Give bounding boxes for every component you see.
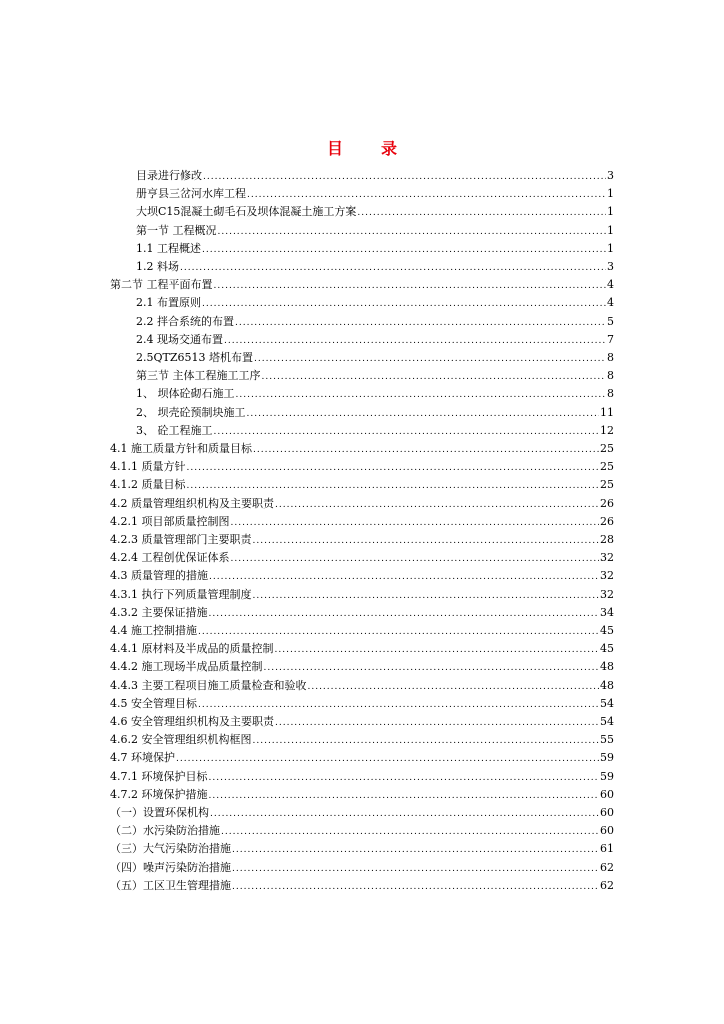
toc-entry-label: 4.2.4 工程创优保证体系 [110, 551, 230, 565]
toc-entry[interactable] [110, 458, 614, 476]
toc-entry-label: （二）水污染防治措施 [110, 824, 220, 838]
toc-entry-label: 4.6 安全管理组织机构及主要职责 [110, 715, 274, 728]
toc-dot-leader [221, 823, 599, 841]
toc-entry-page: 60 [600, 806, 614, 819]
toc-entry-page: 26 [600, 514, 614, 528]
toc-entry-label: 第二节 工程平面布置 [110, 278, 213, 292]
toc-entry-page: 5 [607, 314, 614, 328]
toc-entry-page: 8 [607, 369, 614, 383]
toc-entry[interactable] [110, 640, 614, 658]
toc-entry-label: 4.7.1 环境保护目标 [110, 769, 208, 783]
toc-entry[interactable] [110, 822, 614, 840]
toc-entry[interactable] [110, 276, 614, 294]
toc-entry-page: 1 [607, 187, 614, 201]
toc-entry-page: 8 [607, 387, 614, 401]
toc-entry-label: 4.3.1 执行下列质量管理制度 [110, 587, 252, 601]
toc-entry[interactable] [136, 203, 614, 221]
toc-entry-label: 1.1 工程概述 [136, 241, 201, 255]
toc-entry-page: 8 [607, 351, 614, 364]
toc-entry-page: 25 [600, 460, 614, 474]
toc-dot-leader [176, 750, 599, 768]
toc-entry[interactable] [110, 804, 614, 822]
toc-entry[interactable] [110, 513, 614, 531]
toc-entry[interactable] [110, 658, 614, 676]
toc-dot-leader [187, 477, 600, 495]
toc-entry-page: 60 [600, 787, 614, 801]
toc-dot-leader [253, 587, 600, 605]
toc-dot-leader [218, 223, 607, 241]
toc-entry[interactable] [136, 367, 614, 385]
toc-entry-label: 第三节 主体工程施工工序 [136, 369, 261, 383]
toc-dot-leader [202, 241, 606, 259]
toc-entry[interactable] [110, 768, 614, 786]
toc-entry[interactable] [136, 422, 614, 440]
toc-entry-label: 4.3 质量管理的措施 [110, 569, 208, 583]
toc-entry[interactable] [110, 695, 614, 713]
toc-entry[interactable] [110, 786, 614, 804]
toc-dot-leader [264, 659, 600, 677]
toc-entry-page: 59 [600, 751, 614, 765]
toc-entry[interactable] [110, 604, 614, 622]
toc-entry-label: 1.2 料场 [136, 260, 179, 273]
toc-dot-leader [198, 696, 599, 714]
toc-dot-leader [232, 878, 599, 896]
toc-entry[interactable] [110, 567, 614, 585]
toc-dot-leader [198, 623, 599, 641]
toc-entry-page: 1 [607, 223, 614, 237]
toc-dot-leader [232, 860, 599, 878]
toc-entry-label: 4.1.2 质量目标 [110, 478, 186, 492]
toc-dot-leader [180, 259, 606, 277]
toc-title [0, 136, 724, 159]
toc-entry-page: 12 [600, 423, 614, 437]
toc-entry-label: 4.4.2 施工现场半成品质量控制 [110, 660, 263, 674]
toc-entry[interactable] [136, 240, 614, 258]
toc-entry-page: 11 [600, 405, 614, 419]
toc-dot-leader [275, 496, 599, 514]
toc-entry-label: 4.7.2 环境保护措施 [110, 787, 208, 801]
toc-entry[interactable] [110, 586, 614, 604]
toc-entry-label: 1、 坝体砼砌石施工 [136, 387, 235, 401]
toc-dot-leader [275, 714, 599, 732]
toc-entry-page: 45 [600, 642, 614, 656]
toc-dot-leader [209, 568, 599, 586]
toc-entry[interactable] [136, 294, 614, 312]
toc-entry[interactable] [136, 313, 614, 331]
toc-entry-label: 2.2 拌合系统的布置 [136, 314, 234, 328]
toc-entry[interactable] [110, 859, 614, 877]
toc-entry[interactable] [136, 185, 614, 203]
toc-dot-leader [253, 532, 600, 550]
toc-entry[interactable] [110, 476, 614, 494]
toc-entry-page: 1 [607, 205, 614, 219]
toc-dot-leader [253, 732, 600, 750]
toc-dot-leader [231, 550, 600, 568]
toc-entry-label: 4.5 安全管理目标 [110, 696, 197, 710]
toc-dot-leader [232, 841, 599, 859]
toc-dot-leader [214, 277, 607, 295]
toc-entry-label: 册亨县三岔河水库工程 [136, 187, 246, 201]
toc-entry[interactable] [136, 331, 614, 349]
toc-entry-label: 4.2.3 质量管理部门主要职责 [110, 533, 252, 546]
toc-entry-page: 4 [607, 296, 614, 310]
toc-dot-leader [262, 368, 607, 386]
toc-entry-label: （一）设置环保机构 [110, 806, 209, 819]
toc-dot-leader [202, 295, 606, 313]
toc-entry-page: 1 [607, 241, 614, 255]
toc-entry-page: 54 [600, 696, 614, 710]
toc-entry[interactable] [136, 222, 614, 240]
toc-entry-label: 4.1 施工质量方针和质量目标 [110, 442, 252, 455]
toc-dot-leader [253, 441, 599, 459]
toc-entry-label: 4.7 环境保护 [110, 751, 175, 765]
toc-entry-label: 4.4.3 主要工程项目施工质量检查和验收 [110, 678, 307, 692]
toc-entry[interactable] [110, 840, 614, 858]
toc-dot-leader [357, 204, 606, 222]
toc-entry[interactable] [110, 731, 614, 749]
toc-entry-page: 61 [600, 842, 614, 856]
toc-entry-page: 48 [600, 678, 614, 692]
toc-entry-label: 大坝C15混凝土砌毛石及坝体混凝土施工方案 [136, 205, 357, 219]
toc-entry-page: 25 [600, 442, 614, 455]
toc-entry[interactable] [110, 677, 614, 695]
toc-entry-page: 60 [600, 824, 614, 838]
toc-entry[interactable] [136, 385, 614, 403]
toc-entry-label: 2.5QTZ6513 塔机布置 [136, 351, 253, 364]
toc-entry-label: 4.6.2 安全管理组织机构框图 [110, 733, 252, 747]
toc-entry-label: 4.2 质量管理组织机构及主要职责 [110, 496, 274, 510]
toc-entry-page: 32 [600, 569, 614, 583]
toc-entry[interactable] [110, 495, 614, 513]
toc-title-left: 目 [326, 139, 343, 158]
toc-entry[interactable] [110, 622, 614, 640]
toc-entry-label: 4.4.1 原材料及半成品的质量控制 [110, 642, 274, 656]
toc-entry-page: 55 [600, 733, 614, 747]
toc-entry-label: 4.1.1 质量方针 [110, 460, 186, 474]
toc-dot-leader [231, 514, 600, 532]
toc-entry-label: 4.4 施工控制措施 [110, 624, 197, 637]
toc-entry-page: 54 [600, 715, 614, 728]
toc-entry-label: 2.4 现场交通布置 [136, 332, 223, 346]
toc-entry[interactable] [110, 713, 614, 731]
toc-entry[interactable] [110, 549, 614, 567]
toc-entry-label: 2、 坝壳砼预制块施工 [136, 405, 246, 419]
toc-dot-leader [209, 787, 600, 805]
toc-entry[interactable] [110, 440, 614, 458]
toc-entry-label: 3、 砼工程施工 [136, 423, 213, 437]
toc-dot-leader [187, 459, 600, 477]
toc-entry-label: 目录进行修改 [136, 169, 202, 182]
toc-entry[interactable] [136, 404, 614, 422]
toc-dot-leader [254, 350, 606, 368]
toc-entry[interactable] [136, 349, 614, 367]
toc-dot-leader [210, 805, 599, 823]
toc-entry[interactable] [110, 749, 614, 767]
toc-entry-label: （四）噪声污染防治措施 [110, 860, 231, 874]
toc-entry-page: 25 [600, 478, 614, 492]
toc-entry-label: 4.2.1 项目部质量控制图 [110, 514, 230, 528]
toc-title-right: 录 [381, 139, 398, 158]
toc-entry-page: 48 [600, 660, 614, 674]
toc-dot-leader [203, 168, 606, 186]
toc-dot-leader [209, 605, 600, 623]
toc-entry[interactable] [110, 877, 614, 895]
toc-entry-label: 2.1 布置原则 [136, 296, 201, 310]
toc-dot-leader [236, 386, 607, 404]
toc-entry-label: 第一节 工程概况 [136, 223, 217, 237]
toc-dot-leader [307, 678, 599, 696]
toc-entry-page: 7 [607, 332, 614, 346]
toc-entry-page: 28 [600, 533, 614, 546]
toc-dot-leader [275, 641, 600, 659]
toc-dot-leader [209, 769, 600, 787]
toc-entry-page: 3 [607, 169, 614, 182]
toc-dot-leader [224, 332, 606, 350]
toc-entry-page: 45 [600, 624, 614, 637]
toc-dot-leader [214, 423, 600, 441]
toc-entry-page: 59 [600, 769, 614, 783]
toc-dot-leader [247, 186, 606, 204]
toc-entry-label: （三）大气污染防治措施 [110, 842, 231, 856]
toc-entry[interactable] [136, 167, 614, 185]
toc-entry-page: 3 [607, 260, 614, 273]
toc-dot-leader [235, 314, 606, 332]
toc-entry-page: 34 [600, 605, 614, 619]
toc-entry-page: 4 [607, 278, 614, 292]
toc-dot-leader [247, 405, 600, 423]
toc-entry-label: （五）工区卫生管理措施 [110, 878, 231, 892]
toc-entry[interactable] [136, 258, 614, 276]
toc-entry-page: 62 [600, 878, 614, 892]
toc-entry-page: 32 [600, 551, 614, 565]
toc-entry[interactable] [110, 531, 614, 549]
toc-entry-page: 26 [600, 496, 614, 510]
toc-entry-page: 32 [600, 587, 614, 601]
toc-entry-page: 62 [600, 860, 614, 874]
toc-entry-label: 4.3.2 主要保证措施 [110, 605, 208, 619]
